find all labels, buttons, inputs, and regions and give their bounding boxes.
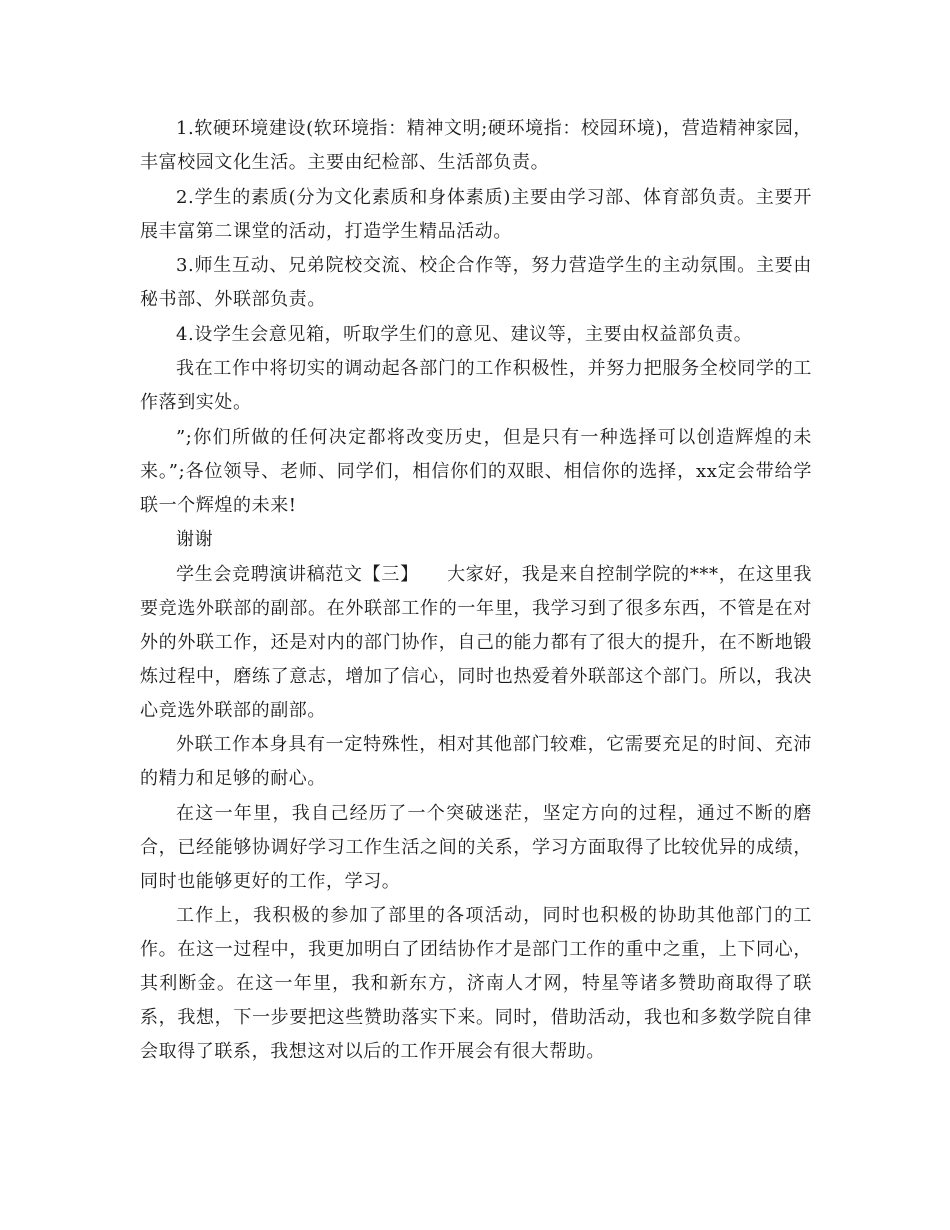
paragraph-work-commitment: 我在工作中将切实的调动起各部门的工作积极性，并努力把服务全校同学的工作落到实处。 [140,358,812,413]
document-page [140,112,812,1070]
paragraph-item-2: 2.学生的素质(分为文化素质和身体素质)主要由学习部、体育部负责。主要开展丰富第二课堂的活动，打造学生精品活动。 [140,186,812,242]
paragraph-outreach-nature: 外联工作本身具有一定特殊性，相对其他部门较难，它需要充足的时间、充沛的精力和足够的耐心。 [140,734,812,789]
paragraph-item-4: 4.设学生会意见箱，听取学生们的意见、建议等，主要由权益部负责。 [176,323,753,345]
paragraph-thanks: 谢谢 [176,529,214,550]
paragraph-year-experience: 在这一年里，我自己经历了一个突破迷茫，坚定方向的过程，通过不断的磨合，已经能够协调好学习工作生活之间的关系，学习方面取得了比较优异的成绩，同时也能够更好的工作，学习。 [140,802,812,892]
paragraph-item-1: 1.软硬环境建设(软环境指：精神文明;硬环境指：校园环境)，营造精神家园，丰富校园文化生活。主要由纪检部、生活部负责。 [140,118,812,173]
paragraph-quote: ”;你们所做的任何决定都将改变历史，但是只有一种选择可以创造辉煌的未来。”;各位领导、老师、同学们，相信你们的双眼、相信你的选择，xx定会带给学联一个辉煌的未来! [140,426,812,516]
paragraph-item-3: 3.师生互动、兄弟院校交流、校企合作等，努力营造学生的主动氛围。主要由秘书部、外联部负责。 [140,255,812,310]
paragraph-work-achievements: 工作上，我积极的参加了部里的各项活动，同时也积极的协助其他部门的工作。在这一过程中，我更加明白了团结协作才是部门工作的重中之重，上下同心，其利断金。在这一年里，我和新东方，济南人才网，特星等诸多赞助商取得了联系，我想，下一步要把这些赞助落实下来。同时，借助活动，我也和多数学院自律会取得了联系，我想这对以后的工作开展会有很大帮助。 [140,905,812,1062]
paragraph-speech-intro: 学生会竞聘演讲稿范文【三】 大家好，我是来自控制学院的***，在这里我要竞选外联部的副部。在外联部工作的一年里，我学习到了很多东西，不管是在对外的外联工作，还是对内的部门协作，自己的能力都有了很大的提升，在不断地锻炼过程中，磨练了意志，增加了信心，同时也热爱着外联部这个部门。所以，我决心竞选外联部的副部。 [140,563,812,721]
